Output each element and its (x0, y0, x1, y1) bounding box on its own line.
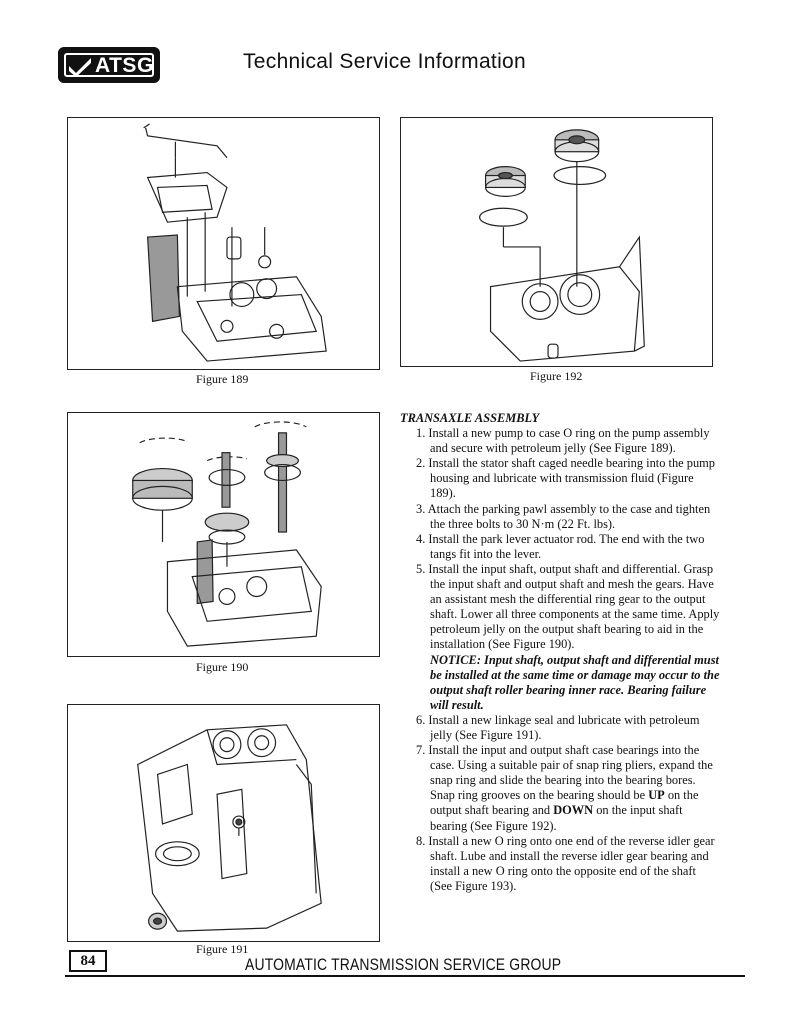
page-number: 84 (69, 950, 107, 972)
figure-192-image (400, 117, 713, 367)
page-title: Technical Service Information (243, 50, 526, 73)
step-8: 8. Install a new O ring onto one end of the reverse idler gear shaft. Lube and install the reverse idler gear bearing and install a new O ring onto the opposite end of the shaft (See Figure 193). (416, 833, 715, 893)
instructions-column (390, 411, 720, 894)
step-2: 2. Install the stator shaft caged needle bearing into the pump housing and lubricate with transmission fluid (Figure 189). (416, 456, 716, 501)
figure-189-caption: Figure 189 (196, 372, 249, 386)
footer-org: AUTOMATIC TRANSMISSION SERVICE GROUP (245, 955, 562, 974)
section-heading: TRANSAXLE ASSEMBLY (400, 411, 540, 425)
step-7 (390, 743, 720, 834)
step-4: 4. Install the park lever actuator rod. The end with the two tangs fit into the lever. (416, 531, 705, 561)
figure-192-caption: Figure 192 (530, 369, 583, 383)
step-1: 1. Install a new pump to case O ring on the pump assembly and secure with petroleum jelly (See Figure 189). (416, 426, 710, 456)
step-7-down: DOWN (553, 803, 594, 818)
footer-rule (65, 975, 745, 977)
figure-191-image (67, 704, 380, 942)
figure-190-caption: Figure 190 (196, 660, 249, 674)
checkmark-icon (67, 56, 93, 78)
step-5: 5. Install the input shaft, output shaft and differential. Grasp the input shaft and output shaft and mesh the gears. Have an assistant mesh the differential ring gear to the output shaft. Lower all three components at the same time. Apply petroleum jelly on the output shaft bearing to aid in the installation (See Figure 190). (416, 561, 720, 652)
step-6: 6. Install a new linkage seal and lubricate with petroleum jelly (See Figure 191). (416, 712, 700, 742)
atsg-logo (58, 47, 160, 83)
figure-189-image (67, 117, 380, 370)
step-7-up: UP (648, 788, 665, 803)
step-7-text-b: on the output shaft bearing and (430, 788, 699, 818)
logo-text: ATSG (95, 54, 154, 77)
step-3: 3. Attach the parking pawl assembly to the case and tighten the three bolts to 30 N·m (22 Ft. lbs). (416, 501, 711, 531)
notice-text: NOTICE: Input shaft, output shaft and differential must be installed at the same time or damage may occur to the output shaft roller bearing inner race. Bearing failure will result. (430, 652, 720, 712)
step-7-text-a: 7. Install the input and output shaft case bearings into the case. Using a suitable pair of snap ring pliers, expand the snap ring and slide the bearing into the bearing bores. Snap ring grooves on the bearing should be (416, 743, 713, 803)
figure-190-image (67, 412, 380, 657)
step-7-text-c: on the input shaft bearing (See Figure 192). (430, 803, 683, 833)
figure-191-caption: Figure 191 (196, 942, 249, 956)
